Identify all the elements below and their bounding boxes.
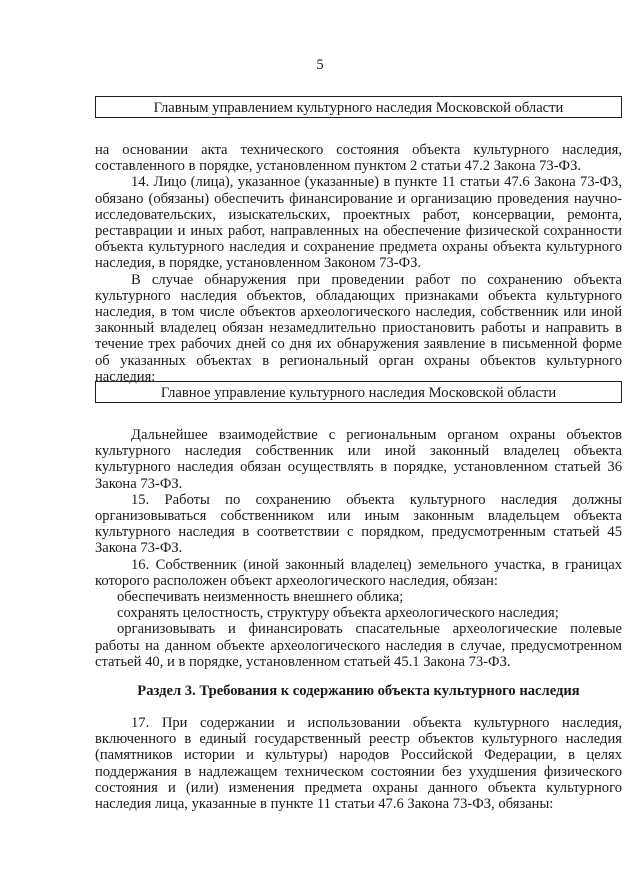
section-3-heading-block <box>95 683 622 699</box>
paragraph-14-discovery: В случае обнаружения при проведении работ по сохранению объекта культурного наследия объектов, обладающих признаками объекта культурного наследия, в том числе объектов археологического наследия, собственник или иной законный владелец обязан незамедлительно приостановить работы и направить в течение трех рабочих дней со дня их обнаружения заявление в письменной форме об указанных объектах в региональный орган охраны объектов культурного наследия: <box>95 271 622 385</box>
authority-box-2: Главное управление культурного наследия Московской области <box>95 381 622 403</box>
paragraph-17: 17. При содержании и использовании объекта культурного наследия, включенного в единый государственный реестр объектов культурного наследия (памятников истории и культуры) народов Российской Федерации, в целях поддержания в надлежащем техническом состоянии без ухудшения физического состояния и (или) изменения предмета охраны данного объекта культурного наследия лица, указанные в пункте 11 статьи 47.6 Закона 73-ФЗ, обязаны: <box>95 715 622 813</box>
paragraph-14: 14. Лицо (лица), указанное (указанные) в пункте 11 статьи 47.6 Закона 73-ФЗ, обязано (обязаны) обеспечить финансирование и организацию проведения научно-исследовательских, изыскательских, проектных работ, консервации, ремонта, реставрации и иных работ, направленных на обеспечение физической сохранности объекта культурного наследия и сохранение предмета охраны объекта культурного наследия, в порядке, установленном Законом 73-ФЗ. <box>95 174 622 272</box>
page-number: 5 <box>316 57 324 73</box>
paragraph-continuation: на основании акта технического состояния объекта культурного наследия, составленного в порядке, установленном пунктом 2 статьи 47.2 Закона 73-ФЗ. <box>95 142 622 175</box>
paragraph-16-item-c: организовывать и финансировать спасательные археологические полевые работы на данном объекте археологического наследия в случае, предусмотренном статьей 40, и в порядке, установленном статьей 45.1 Закона 73-ФЗ. <box>95 621 622 670</box>
paragraph-16-item-b: сохранять целостность, структуру объекта археологического наследия; <box>117 605 559 622</box>
paragraph-15: 15. Работы по сохранению объекта культурного наследия должны организовываться собственником или иным законным владельцем объекта культурного наследия в соответствии с порядком, предусмотренным статьей 45 Закона 73-ФЗ. <box>95 491 622 557</box>
section-3-heading: Раздел 3. Требования к содержанию объекта культурного наследия <box>137 683 580 699</box>
paragraph-16-item-a: обеспечивать неизменность внешнего облика; <box>117 589 404 606</box>
text-block-2 <box>95 427 622 670</box>
text-block-3 <box>95 715 622 812</box>
paragraph-16: 16. Собственник (иной законный владелец) земельного участка, в границах которого расположен объект археологического наследия, обязан: <box>95 556 622 589</box>
authority-box-1: Главным управлением культурного наследия Московской области <box>95 96 622 118</box>
text-block-1 <box>95 142 622 385</box>
paragraph-further-interaction: Дальнейшее взаимодействие с региональным органом охраны объектов культурного наследия собственник или иной законный владелец объекта культурного наследия обязан осуществлять в порядке, установленном статьей 36 Закона 73-ФЗ. <box>95 427 622 492</box>
